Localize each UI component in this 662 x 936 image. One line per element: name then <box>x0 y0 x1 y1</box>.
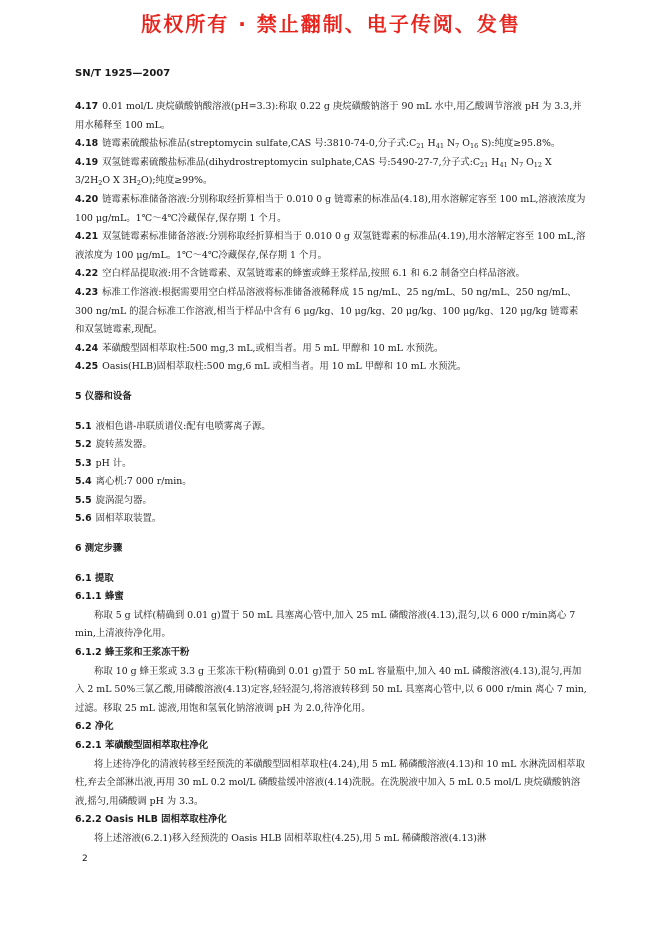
clause-number: 4.17 <box>75 101 99 112</box>
clause-number: 4.24 <box>75 342 99 354</box>
subscript: 12 <box>533 160 543 169</box>
clause-text: 链霉素硫酸盐标准品(streptomycin sulfate,CAS 号:3810-74-0,分子式:C <box>102 138 417 150</box>
clause-number: 5.2 <box>75 439 92 451</box>
clause-4-20 <box>75 191 587 228</box>
subscript: 2 <box>98 179 103 188</box>
clause-text: 固相萃取装置。 <box>95 513 162 525</box>
clause-text: O <box>523 156 534 168</box>
clause-text: O X 3H <box>102 175 137 187</box>
clause-4-19 <box>75 154 587 191</box>
section-heading: 6 测定步骤 <box>75 543 123 555</box>
subsection-heading: 6.2 净化 <box>75 721 114 733</box>
subscript: 7 <box>518 160 524 169</box>
clause-4-25 <box>75 358 587 377</box>
subsection-heading: 6.1.2 蜂王浆和王浆冻干粉 <box>75 647 190 659</box>
clause-number: 4.25 <box>75 361 99 373</box>
clause-number: 5.4 <box>75 476 92 488</box>
clause-5-6 <box>75 510 587 529</box>
clause-text: 双氢链霉素标准储备溶液:分别称取经折算相当于 0.010 0 g 双氢链霉素的标准品(4.19),用水溶解定容至 100 mL,溶液浓度为 100 μg/mL。1℃～4℃冷藏保存,保存期 1 个月。 <box>75 231 586 261</box>
clause-4-17 <box>75 98 587 135</box>
clause-text: H <box>488 156 500 168</box>
paragraph: 将上述溶液(6.2.1)移入经预洗的 Oasis HLB 固相萃取柱(4.25),用 5 mL 稀磷酸溶液(4.13)淋 <box>94 832 487 844</box>
clause-text: 液相色谱-串联质谱仪:配有电喷雾离子源。 <box>95 420 271 432</box>
clause-text: 苯磺酸型固相萃取柱:500 mg,3 mL,或相当者。用 5 mL 甲醇和 10 mL 水预洗。 <box>102 342 444 354</box>
clause-text: N <box>443 138 456 150</box>
clause-number: 5.6 <box>75 513 92 525</box>
clause-text: Oasis(HLB)固相萃取柱:500 mg,6 mL 或相当者。用 10 mL 甲醇和 10 mL 水预洗。 <box>102 361 467 373</box>
subscript: 41 <box>499 160 508 169</box>
subscript: 7 <box>455 142 460 151</box>
clause-text: 空白样品提取液:用不含链霉素、双氢链霉素的蜂蜜或蜂王浆样品,按照 6.1 和 6.2 制备空白样品溶液。 <box>102 268 526 280</box>
clause-number: 4.22 <box>75 268 99 280</box>
clause-text: 离心机:7 000 r/min。 <box>95 476 192 488</box>
clause-text: 双氢链霉素硫酸盐标准品(dihydrostreptomycin sulphate,CAS 号:5490-27-7,分子式:C <box>102 156 481 168</box>
subsection-heading: 6.1.1 蜂蜜 <box>75 591 124 603</box>
clause-4-24 <box>75 340 587 359</box>
clause-text: pH 计。 <box>95 457 132 469</box>
subscript: 21 <box>416 142 425 151</box>
clause-5-4 <box>75 473 587 492</box>
clause-text: 标准工作溶液:根据需要用空白样品溶液将标准储备液稀释成 15 ng/mL、25 ng/mL、50 ng/mL、250 ng/mL、300 ng/mL 的混合标准工作溶液,相当于样品中含有 6 μg/kg、10 μg/kg、20 μg/kg、100 μg/kg、120 μg/kg 链霉素和双氢链霉素,现配。 <box>75 286 579 336</box>
clause-4-23 <box>75 284 587 340</box>
paragraph: 将上述待净化的清液转移至经预洗的苯磺酸型固相萃取柱(4.24),用 5 mL 稀磷酸溶液(4.13)和 10 mL 水淋洗固相萃取柱,弃去全部淋出液,再用 30 mL 0.2 mol/L 磷酸盐缓冲溶液(4.14)洗脱。在洗脱液中加入 5 mL 0.5 mol/L 庚烷磺酸钠溶液,摇匀,用磷酸调 pH 为 3.3。 <box>75 758 585 807</box>
standard-code: SN/T 1925—2007 <box>75 68 171 79</box>
document-body <box>75 98 587 849</box>
clause-text: 链霉素标准储备溶液:分别称取经折算相当于 0.010 0 g 链霉素的标准品(4.18),用水溶解定容至 100 mL,溶液浓度为 100 μg/mL。1℃～4℃冷藏保存,保存期 1 个月。 <box>75 193 586 224</box>
clause-4-21 <box>75 228 587 265</box>
page-number: 2 <box>82 854 88 864</box>
clause-5-5 <box>75 492 587 511</box>
subsection-heading: 6.1 提取 <box>75 572 114 584</box>
clause-number: 5.5 <box>75 494 92 506</box>
clause-number: 4.19 <box>75 156 99 168</box>
clause-5-3 <box>75 455 587 474</box>
subscript: 21 <box>480 160 489 169</box>
clause-number: 4.21 <box>75 231 99 243</box>
clause-text: 旋转蒸发器。 <box>95 439 152 451</box>
clause-text: O);纯度≥99%。 <box>141 175 213 187</box>
clause-text: 0.01 mol/L 庚烷磺酸钠酸溶液(pH=3.3):称取 0.22 g 庚烷磺酸钠溶于 90 mL 水中,用乙酸调节溶液 pH 为 3.3,并用水稀释至 100 mL。 <box>75 101 582 131</box>
clause-5-1 <box>75 418 587 437</box>
clause-text: S):纯度≥95.8%。 <box>478 138 561 150</box>
clause-text: H <box>424 138 436 150</box>
clause-number: 5.3 <box>75 457 92 469</box>
clause-text: X 3/2H <box>75 156 552 187</box>
section-heading: 5 仪器和设备 <box>75 390 132 402</box>
clause-number: 4.18 <box>75 138 99 150</box>
clause-number: 4.23 <box>75 286 99 298</box>
subsection-heading: 6.2.2 Oasis HLB 固相萃取柱净化 <box>75 814 227 826</box>
clause-4-22 <box>75 265 587 284</box>
clause-text: 旋涡混匀器。 <box>95 494 152 506</box>
clause-number: 5.1 <box>75 420 92 432</box>
copyright-watermark: 版权所有 · 禁止翻制、电子传阅、发售 <box>141 12 521 36</box>
subscript: 16 <box>469 142 479 151</box>
paragraph: 称取 5 g 试样(精确到 0.01 g)置于 50 mL 具塞离心管中,加入 25 mL 磷酸溶液(4.13),混匀,以 6 000 r/min离心 7 min,上清液待净化用。 <box>75 609 576 640</box>
subscript: 2 <box>136 179 142 188</box>
subsection-heading: 6.2.1 苯磺酸型固相萃取柱净化 <box>75 740 209 751</box>
clause-5-2 <box>75 436 587 455</box>
paragraph: 称取 10 g 蜂王浆或 3.3 g 王浆冻干粉(精确到 0.01 g)置于 50 mL 容量瓶中,加入 40 mL 磷酸溶液(4.13),混匀,再加入 2 mL 50%三氯乙酸,用磷酸溶液(4.13)定容,轻轻混匀,将溶液转移到 50 mL 具塞离心管中,以 6 000 r/min 离心 7 min,过滤。移取 25 mL 滤液,用饱和氢氧化钠溶液调 pH 为 2.0,待净化用。 <box>75 665 587 714</box>
subscript: 41 <box>435 142 444 151</box>
clause-text: N <box>507 156 519 168</box>
clause-4-18 <box>75 135 587 154</box>
clause-number: 4.20 <box>75 193 99 205</box>
clause-text: O <box>459 138 470 150</box>
